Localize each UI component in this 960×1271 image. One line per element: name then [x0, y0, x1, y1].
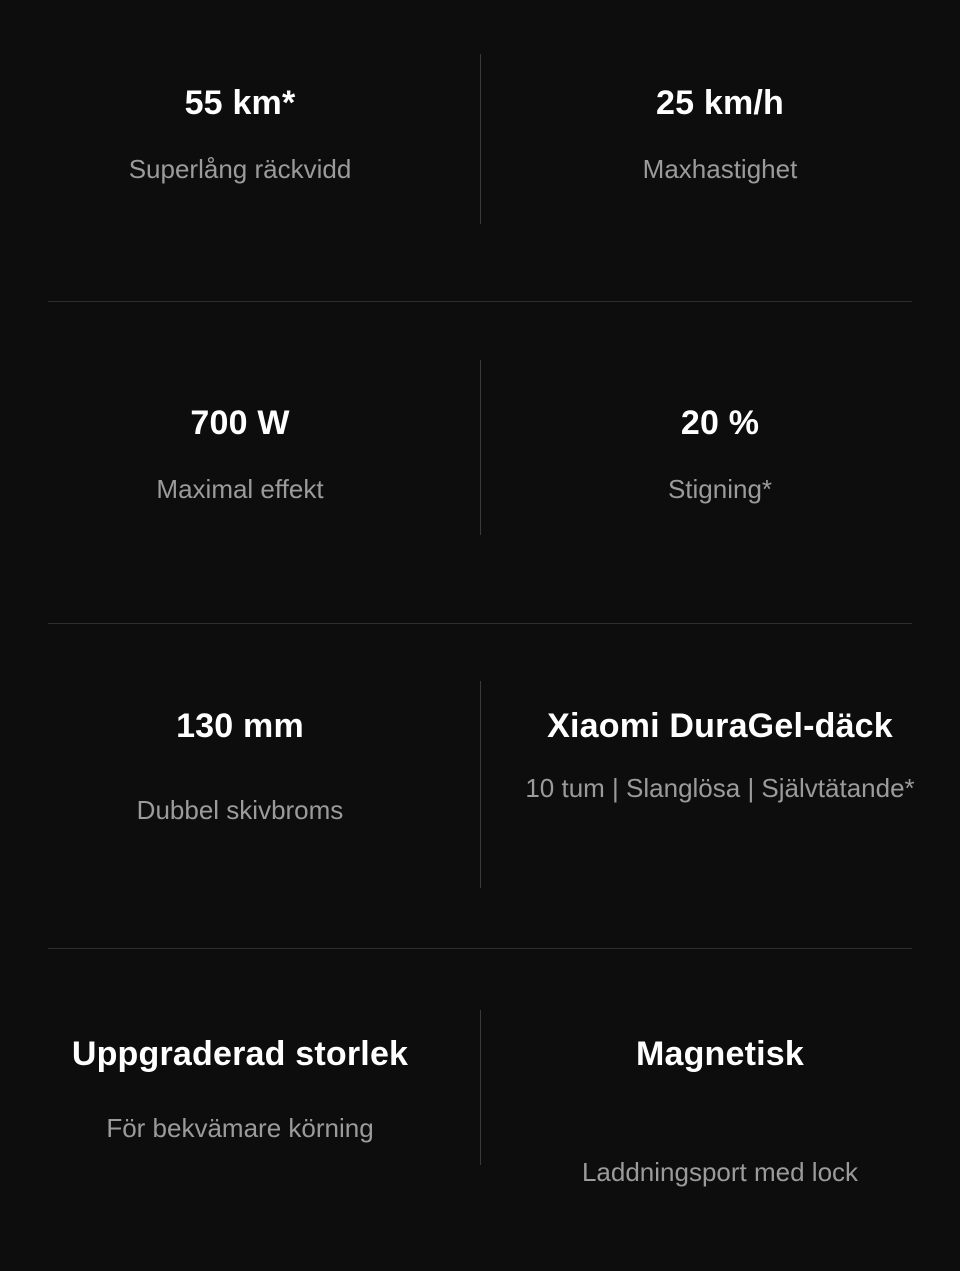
spec-label: Maximal effekt [156, 473, 324, 504]
spec-value: 20 % [680, 404, 760, 442]
spec-cell-charging-port [480, 949, 960, 1271]
spec-cell-max-speed [480, 0, 960, 302]
spec-value: 130 mm [176, 707, 304, 745]
vertical-divider [480, 360, 481, 535]
spec-label: För bekvämare körning [106, 1112, 374, 1143]
specs-row [0, 949, 960, 1271]
spec-label: Stigning* [667, 473, 773, 504]
spec-value: 25 km/h [655, 84, 785, 122]
spec-label: 10 tum | Slanglösa | Självtätande* [525, 772, 915, 803]
spec-value: Uppgraderad storlek [71, 1035, 409, 1073]
spec-label: Maxhastighet [642, 153, 798, 184]
vertical-divider [480, 1010, 481, 1165]
spec-cell-max-power [0, 302, 480, 624]
spec-label: Superlång räckvidd [128, 153, 352, 184]
spec-label: Dubbel skivbroms [136, 794, 344, 825]
spec-cell-tires [480, 624, 960, 949]
spec-value: Xiaomi DuraGel-däck [547, 707, 893, 745]
spec-cell-disc-brake [0, 624, 480, 949]
spec-value: Magnetisk [635, 1035, 805, 1073]
spec-cell-gradeability [480, 302, 960, 624]
spec-label: Laddningsport med lock [581, 1156, 859, 1187]
specs-row [0, 302, 960, 624]
spec-value: 700 W [190, 404, 290, 442]
specs-row [0, 624, 960, 949]
spec-value: 55 km* [184, 84, 296, 122]
vertical-divider [480, 54, 481, 224]
spec-cell-range [0, 0, 480, 302]
vertical-divider [480, 681, 481, 888]
spec-cell-size [0, 949, 480, 1271]
specs-row [0, 0, 960, 302]
